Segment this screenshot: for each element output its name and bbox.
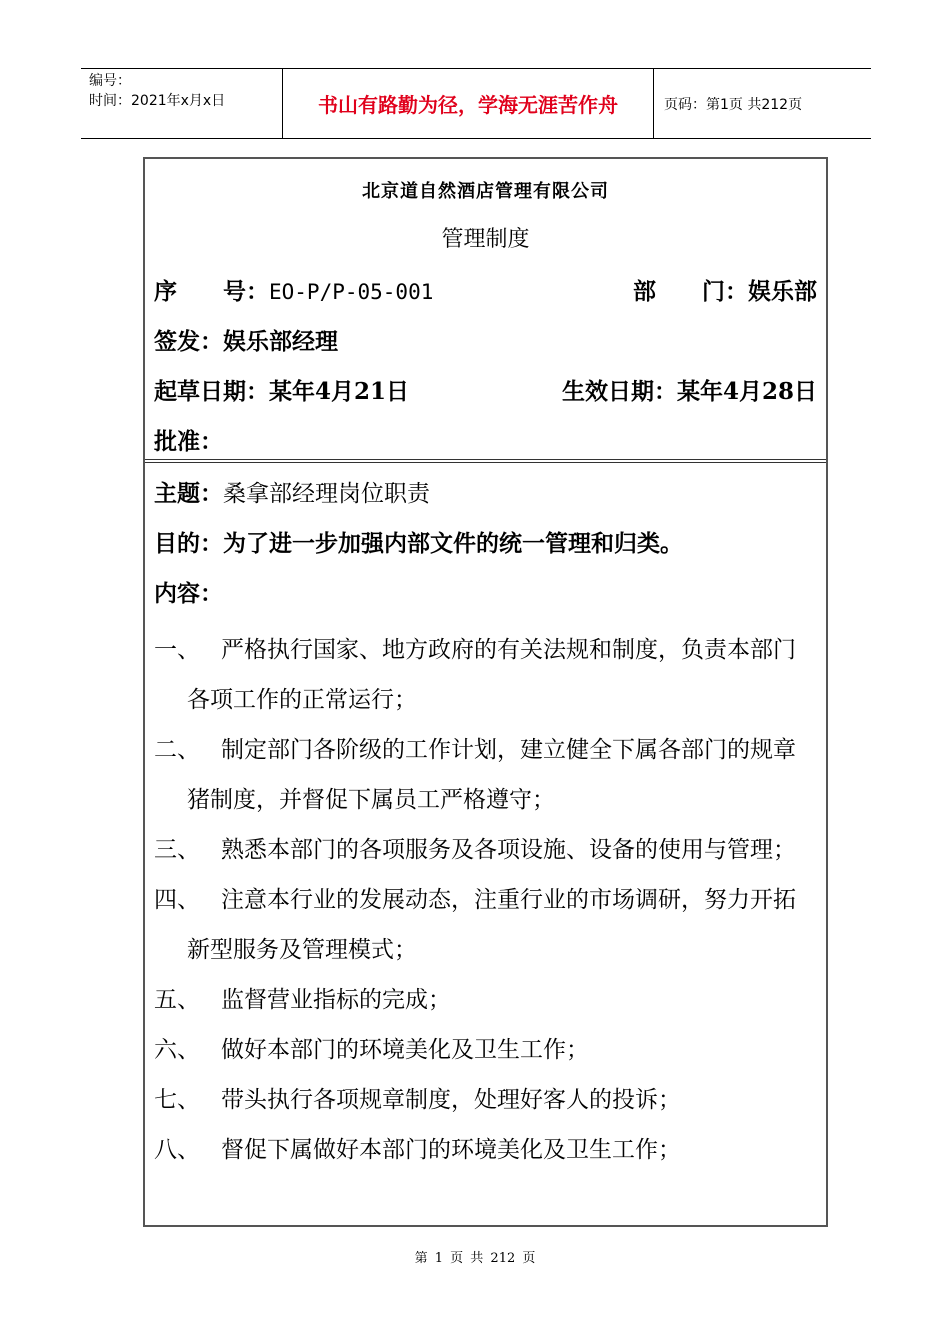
- department-value: 娱乐部: [748, 278, 817, 305]
- issued-by: 签发：娱乐部经理: [154, 328, 338, 355]
- item-text: 注意本行业的发展动态，注重行业的市场调研，努力开拓新型服务及管理模式；: [187, 887, 796, 963]
- list-item: [154, 1125, 817, 1175]
- department-field: [633, 273, 817, 306]
- item-number: 三、: [154, 837, 200, 863]
- item-text: 熟悉本部门的各项服务及各项设施、设备的使用与管理；: [221, 837, 796, 863]
- list-item: [154, 1075, 817, 1125]
- document-frame: [143, 157, 828, 1227]
- time-label: 时间：2021年x月x日: [89, 93, 226, 109]
- item-text: 做好本部门的环境美化及卫生工作；: [221, 1037, 589, 1063]
- item-number: 四、: [154, 887, 200, 913]
- number-label: 编号：: [89, 73, 131, 89]
- department-label: 部 门：: [633, 278, 748, 305]
- item-number: 二、: [154, 737, 200, 763]
- list-item: [154, 625, 817, 725]
- effective-date: 生效日期：某年4月28日: [561, 378, 817, 405]
- header-meta: [89, 71, 225, 111]
- page-footer: 第 1 页 共 212 页: [414, 1251, 536, 1266]
- item-number: 五、: [154, 987, 200, 1013]
- item-text: 监督营业指标的完成；: [221, 987, 451, 1013]
- purpose: 目的：为了进一步加强内部文件的统一管理和归类。: [154, 530, 683, 557]
- item-text: 督促下属做好本部门的环境美化及卫生工作；: [221, 1137, 681, 1163]
- item-text: 带头执行各项规章制度，处理好客人的投诉；: [221, 1087, 681, 1113]
- header-motto: 书山有路勤为径，学海无涯苦作舟: [318, 93, 618, 117]
- list-item: [154, 1025, 817, 1075]
- list-item: [154, 725, 817, 825]
- header-band: [81, 68, 871, 139]
- item-number: 七、: [154, 1087, 200, 1113]
- page-info: 页码：第1页 共212页: [664, 96, 803, 113]
- approval: 批准：: [154, 428, 223, 455]
- item-number: 八、: [154, 1137, 200, 1163]
- subject-row: [154, 475, 817, 508]
- duty-list: [154, 625, 817, 1175]
- serial-value: EO-P/P-05-001: [269, 280, 434, 304]
- dates-row: [154, 373, 817, 406]
- list-item: [154, 975, 817, 1025]
- subject-value: 桑拿部经理岗位职责: [223, 481, 430, 507]
- draft-date: 起草日期：某年4月21日: [154, 378, 410, 405]
- item-text: 严格执行国家、地方政府的有关法规和制度，负责本部门各项工作的正常运行；: [187, 637, 796, 713]
- item-number: 六、: [154, 1037, 200, 1063]
- serial-row: [154, 273, 817, 306]
- section-divider: [145, 459, 826, 463]
- list-item: [154, 825, 817, 875]
- content-label: 内容：: [154, 580, 223, 607]
- document-title: 管理制度: [441, 227, 530, 252]
- subject-label: 主题：: [154, 480, 223, 507]
- header-divider: [653, 69, 654, 138]
- list-item: [154, 875, 817, 975]
- serial-label: 序 号：: [154, 278, 269, 305]
- company-name: 北京道自然酒店管理有限公司: [362, 181, 609, 202]
- item-number: 一、: [154, 637, 200, 663]
- item-text: 制定部门各阶级的工作计划，建立健全下属各部门的规章猪制度，并督促下属员工严格遵守；: [187, 737, 796, 813]
